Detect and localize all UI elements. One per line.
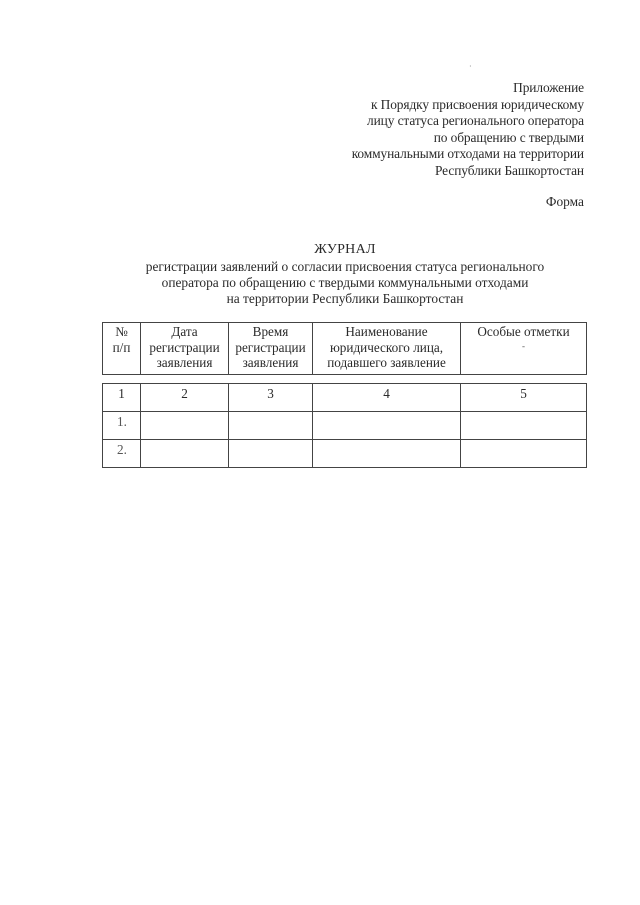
- column-number: 5: [461, 384, 587, 412]
- header-text: Дата: [171, 324, 198, 339]
- header-text: Особые отметки: [477, 324, 570, 339]
- table-cell: [313, 412, 461, 440]
- header-cell-date: [141, 323, 229, 375]
- journal-header-table: [102, 322, 587, 375]
- column-number: 4: [313, 384, 461, 412]
- header-text: п/п: [112, 339, 131, 355]
- appendix-line: лицу статуса регионального оператора: [367, 113, 584, 129]
- row-number: 2.: [103, 440, 141, 468]
- journal-body-table: [102, 383, 587, 468]
- header-cell-number: [103, 323, 141, 375]
- appendix-line: по обращению с твердыми: [433, 129, 584, 145]
- document-subtitle: [100, 259, 590, 308]
- column-number: 2: [141, 384, 229, 412]
- header-cell-notes: [461, 323, 587, 375]
- table-row: [103, 412, 587, 440]
- subtitle-line: оператора по обращению с твердыми коммунальными отходами: [161, 275, 529, 291]
- table-cell: [141, 412, 229, 440]
- scan-artifact: -: [522, 340, 525, 351]
- header-text: юридического лица,: [329, 339, 444, 355]
- header-text: регистрации: [235, 339, 306, 355]
- document-title: ЖУРНАЛ: [314, 242, 376, 257]
- title-block: [100, 241, 590, 308]
- header-cell-time: [229, 323, 313, 375]
- header-cell-name: [313, 323, 461, 375]
- table-cell: [229, 412, 313, 440]
- column-number: 3: [229, 384, 313, 412]
- header-text: заявления: [156, 355, 213, 371]
- header-text: подавшего заявление: [327, 355, 446, 371]
- header-text: регистрации: [149, 339, 220, 355]
- subtitle-line: регистрации заявлений о согласии присвоения статуса регионального: [145, 259, 545, 274]
- appendix-line: Приложение: [513, 80, 584, 95]
- table-cell: [461, 440, 587, 468]
- table-cell: [461, 412, 587, 440]
- column-number-row: [103, 384, 587, 412]
- header-row: [103, 323, 587, 375]
- appendix-block: [352, 80, 584, 180]
- header-text: заявления: [242, 355, 299, 371]
- table-cell: [229, 440, 313, 468]
- appendix-line: коммунальными отходами на территории: [351, 146, 584, 162]
- column-number: 1: [103, 384, 141, 412]
- table-cell: [313, 440, 461, 468]
- form-label: Форма: [545, 194, 584, 209]
- subtitle-line: на территории Республики Башкортостан: [226, 291, 464, 307]
- appendix-line: к Порядку присвоения юридическому: [370, 96, 584, 112]
- appendix-line: Республики Башкортостан: [435, 162, 584, 178]
- header-text: Наименование: [345, 324, 428, 339]
- header-text: №: [115, 324, 128, 339]
- scan-artifact: ·: [469, 62, 472, 71]
- table-row: [103, 440, 587, 468]
- header-text: Время: [252, 324, 289, 339]
- row-number: 1.: [103, 412, 141, 440]
- table-cell: [141, 440, 229, 468]
